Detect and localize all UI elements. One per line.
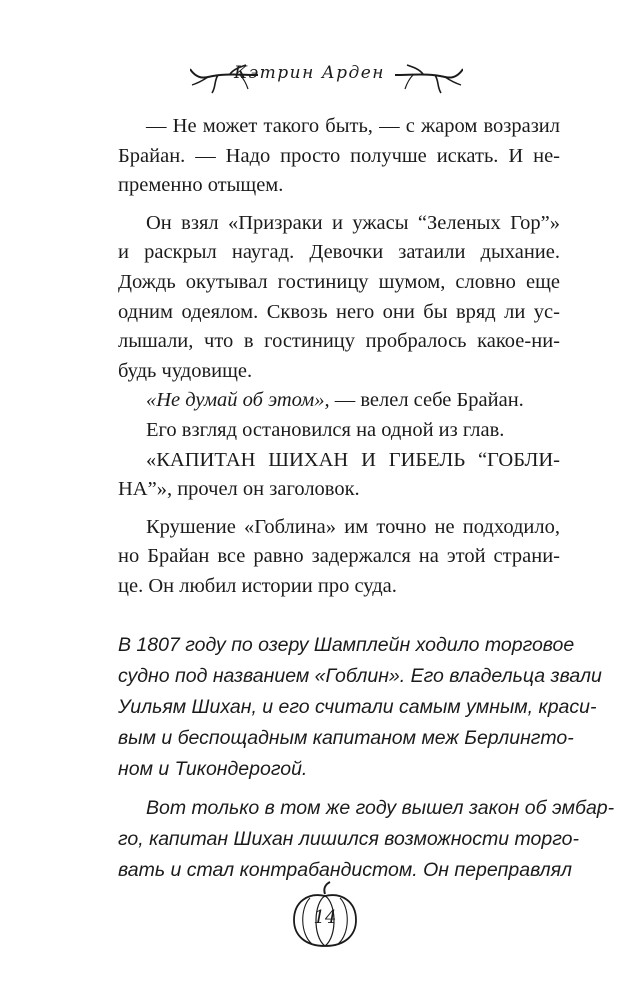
text-line: В 1807 году по озеру Шамплейн ходило торговое [118, 634, 575, 656]
paragraph [118, 446, 560, 505]
text-line: — Не может такого быть, — с жаром возразил [146, 115, 560, 137]
running-header [0, 55, 619, 105]
paragraph [118, 793, 615, 886]
text-line: Крушение «Гоблина» им точно не подходило, [146, 515, 560, 538]
paragraph [118, 630, 602, 785]
main-text [118, 112, 560, 602]
text-fragment: — велел себе Брайан. [334, 389, 524, 412]
paragraph [118, 112, 560, 201]
italic-thought: «Не думай об этом», [146, 389, 330, 412]
text-line: будь чудовище. [118, 359, 253, 382]
text-line: го, капитан Шихан лишился возможности торго- [118, 828, 579, 850]
text-line [118, 386, 560, 416]
text-line: ном и Тикондерогой. [118, 758, 308, 780]
text-line: и раскрыл наугад. Девочки затаили дыхание. [118, 241, 560, 264]
text-line: одним одеялом. Сквозь него они бы вряд ли ус- [118, 300, 560, 323]
text-line: Уильям Шихан, и его считали самым умным, краси- [118, 696, 597, 718]
text-line: Его взгляд остановился на одной из глав. [146, 418, 505, 441]
text-line: «КАПИТАН ШИХАН И ГИБЕЛЬ “ГОБЛИ- [146, 448, 560, 471]
paragraph [118, 209, 560, 387]
text-line: Он взял «Призраки и ужасы “Зеленых Гор”» [146, 211, 560, 234]
text-line: Вот только в том же году вышел закон об эмбар- [146, 797, 615, 819]
text-line: судно под названием «Гоблин». Его владельца звали [118, 665, 602, 687]
text-line: НА”», прочел он заголовок. [118, 478, 360, 501]
text-line: вым и беспощадным капитаном меж Берлингто- [118, 727, 574, 749]
text-line: вать и стал контрабандистом. Он переправлял [118, 859, 573, 881]
paragraph [118, 513, 560, 602]
page-number: 14 [313, 907, 337, 928]
text-line: лышали, что в гостиницу пробралось какое-ни- [118, 330, 560, 353]
text-line: пременно отыщем. [118, 174, 284, 197]
text-line: це. Он любил истории про суда. [118, 574, 397, 597]
text-line: но Брайан все равно задержался на этой страни- [118, 545, 560, 568]
excerpt-text [118, 630, 615, 886]
paragraph [118, 416, 560, 446]
text-line: Дождь окутывал гостиницу шумом, словно еще [118, 270, 560, 293]
header-title: Кэтрин Арден [233, 63, 386, 83]
page-footer [0, 880, 619, 950]
branch-right-icon [393, 55, 463, 95]
paragraph [118, 386, 560, 416]
text-line: Брайан. — Надо просто получше искать. И не- [118, 144, 560, 167]
